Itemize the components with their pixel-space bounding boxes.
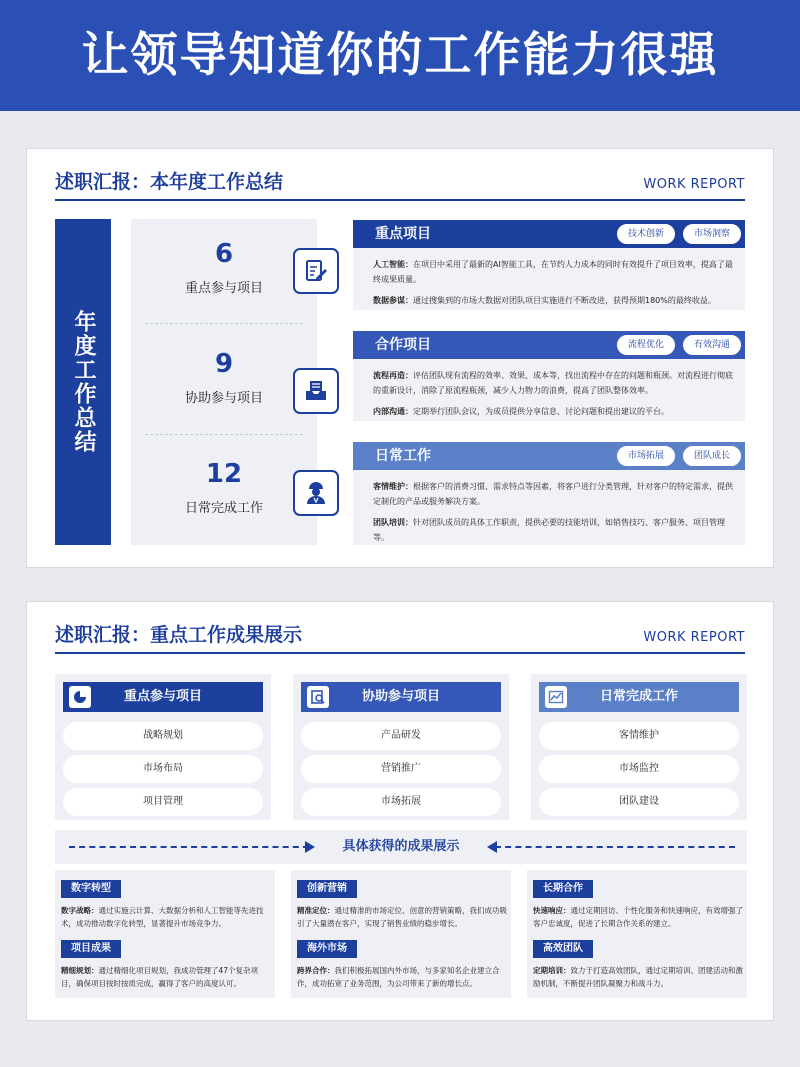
title-divider — [55, 652, 745, 654]
column-header — [63, 682, 263, 712]
project-item: 客情维护：根据客户的消费习惯、需求特点等因素，将客户进行分类管理，针对客户的特定需求，提供定制化的产品或服务解决方案。 — [373, 482, 733, 506]
result-block — [291, 870, 511, 998]
result-text: 定期培训：致力于打造高效团队，通过定期培训、团建活动和激励机制，不断提升团队凝聚力和战斗力。 — [533, 966, 743, 988]
stat-item — [131, 347, 317, 406]
project-body — [353, 359, 745, 421]
header-banner — [0, 0, 800, 111]
project-body — [353, 248, 745, 310]
stat-divider — [145, 434, 303, 435]
magnifier-document-icon — [307, 686, 329, 708]
category-column — [293, 674, 509, 820]
project-tag: 团队成长 — [683, 446, 741, 466]
annual-summary-side-label: 年度工作总结 — [55, 219, 111, 545]
project-item: 团队培训：针对团队成员的具体工作职责，提供必要的技能培训，如销售技巧、客户服务、项目管理等。 — [373, 518, 725, 542]
project-title: 合作项目 — [375, 337, 431, 353]
category-item: 营销推广 — [301, 755, 501, 783]
project-tag: 技术创新 — [617, 224, 675, 244]
category-item: 市场监控 — [539, 755, 739, 783]
category-item: 客情维护 — [539, 722, 739, 750]
category-item: 产品研发 — [301, 722, 501, 750]
annual-summary-card — [26, 148, 774, 568]
project-item: 内部沟通：定期举行团队会议，为成员提供分享信息、讨论问题和提出建议的平台。 — [373, 407, 669, 416]
category-column — [531, 674, 747, 820]
line-chart-icon — [545, 686, 567, 708]
column-header — [539, 682, 739, 712]
result-text: 数字战略：通过实施云计算、大数据分析和人工智能等先进技术，成功推动数字化转型，显著提升市场竞争力。 — [61, 906, 264, 928]
project-title: 日常工作 — [375, 448, 431, 464]
results-heading-bar — [55, 830, 747, 864]
project-title: 重点项目 — [375, 226, 431, 242]
section-title: 述职汇报：本年度工作总结 — [55, 171, 284, 193]
stat-number: 9 — [214, 349, 234, 379]
title-divider — [55, 199, 745, 201]
column-title: 日常完成工作 — [599, 689, 678, 704]
result-tag: 项目成果 — [61, 940, 121, 958]
stat-divider — [145, 323, 303, 324]
project-item: 流程再造：评估团队现有流程的效率、效果、成本等，找出流程中存在的问题和瓶颈。对流程进行彻底的重新设计，消除了原流程瓶颈，减少人力物力的浪费，提高了团队整体效率。 — [373, 371, 733, 395]
edit-document-icon — [293, 248, 339, 294]
result-text: 快速响应：通过定期回访、个性化服务和快速响应，有效增强了客户忠诚度，促进了长期合作关系的建立。 — [533, 906, 743, 928]
category-item: 团队建设 — [539, 788, 739, 816]
stat-number: 6 — [214, 239, 234, 269]
project-tag: 市场洞察 — [683, 224, 741, 244]
result-text: 精细规划：通过精细化项目规划，我成功管理了47个复杂项目，确保项目按时按质完成，赢得了客户的高度认可。 — [61, 966, 259, 988]
project-header — [353, 442, 745, 470]
stat-number: 12 — [205, 459, 243, 489]
pie-chart-icon — [69, 686, 91, 708]
result-text: 精准定位：通过精准的市场定位、创意的营销策略，我们成功吸引了大量潜在客户，实现了销售业绩的稳步增长。 — [297, 906, 507, 928]
right-dashed-arrow — [495, 846, 735, 848]
section-tag: WORK REPORT — [643, 177, 745, 192]
result-tag: 高效团队 — [533, 940, 593, 958]
page-title: 让领导知道你的工作能力很强 — [81, 28, 719, 83]
project-item: 人工智能：在项目中采用了最新的AI智能工具，在节约人力成本的同时有效提升了项目效率，提高了最终成果质量。 — [373, 260, 733, 284]
stat-item — [131, 237, 317, 296]
project-item: 数据参谋：通过搜集到的市场大数据对团队项目实施进行不断改进，获得预期180%的最终收益。 — [373, 296, 716, 305]
inbox-tray-icon — [293, 368, 339, 414]
result-block — [527, 870, 747, 998]
project-header — [353, 331, 745, 359]
project-tag: 有效沟通 — [683, 335, 741, 355]
result-tag: 长期合作 — [533, 880, 593, 898]
stat-label: 日常完成工作 — [184, 501, 263, 516]
worker-person-icon — [293, 470, 339, 516]
section-tag: WORK REPORT — [643, 630, 745, 645]
stat-item — [131, 457, 317, 516]
result-tag: 创新营销 — [297, 880, 357, 898]
section-title: 述职汇报：重点工作成果展示 — [55, 624, 303, 646]
column-title: 重点参与项目 — [123, 689, 202, 704]
result-text: 跨界合作：我们积极拓展国内外市场，与多家知名企业建立合作，成功拓宽了业务范围，为公司带来了新的增长点。 — [297, 966, 500, 988]
stats-panel — [131, 219, 317, 545]
column-title: 协助参与项目 — [361, 689, 440, 704]
result-tag: 海外市场 — [297, 940, 357, 958]
column-header — [301, 682, 501, 712]
category-item: 市场拓展 — [301, 788, 501, 816]
result-tag: 数字转型 — [61, 880, 121, 898]
category-item: 项目管理 — [63, 788, 263, 816]
stat-label: 协助参与项目 — [184, 391, 263, 406]
project-header — [353, 220, 745, 248]
category-column — [55, 674, 271, 820]
project-tag: 市场拓展 — [617, 446, 675, 466]
stat-label: 重点参与项目 — [184, 281, 263, 296]
project-body — [353, 470, 745, 545]
project-tag: 流程优化 — [617, 335, 675, 355]
category-item: 战略规划 — [63, 722, 263, 750]
results-title: 具体获得的成果展示 — [342, 839, 460, 854]
achievements-card — [26, 601, 774, 1021]
result-block — [55, 870, 275, 998]
category-item: 市场布局 — [63, 755, 263, 783]
